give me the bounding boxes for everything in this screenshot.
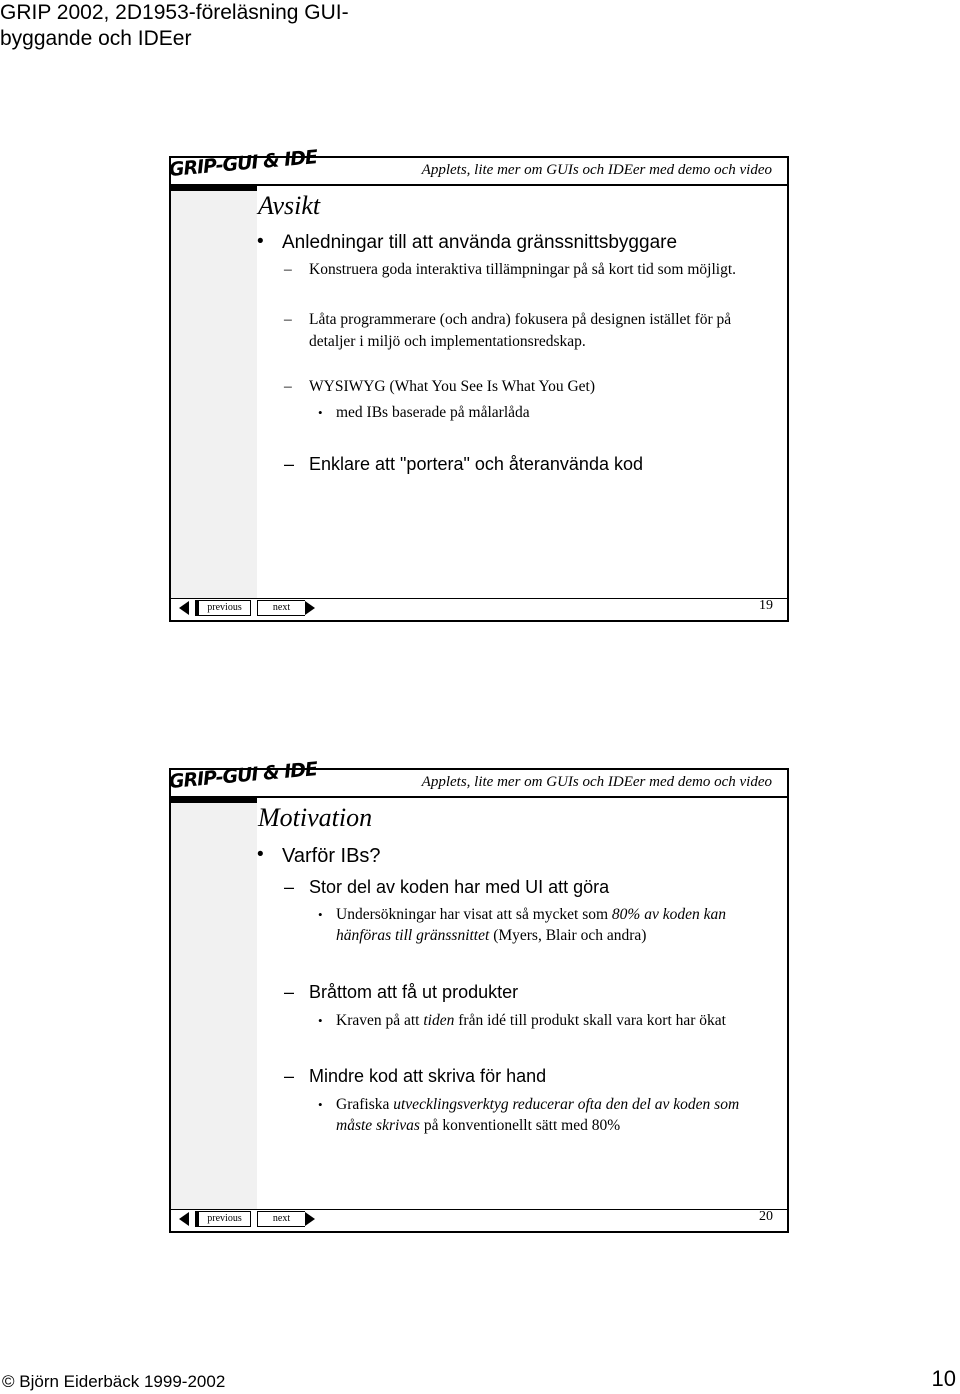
grip-logo: GRIP-GUI & IDE	[168, 758, 318, 793]
slide-19	[168, 146, 789, 622]
previous-button[interactable]: previous	[195, 1211, 251, 1227]
arrow-left-icon[interactable]	[179, 601, 189, 615]
logo-strip	[171, 796, 257, 803]
sub-sub-item: • Undersökningar har visat att så mycket som 80% av koden kan hänföras till gränssnittet (Myers, Blair och andra)	[318, 906, 726, 944]
dash-icon: –	[284, 454, 295, 474]
copyright-footer: © Björn Eiderbäck 1999-2002	[2, 1372, 226, 1391]
dash-icon: –	[284, 982, 295, 1002]
slide-side-shade	[171, 191, 257, 598]
bullet-dot-icon: •	[318, 1013, 323, 1028]
slide-subtitle: Applets, lite mer om GUIs och IDEer med demo och video	[421, 162, 772, 178]
bullet-dot-icon: •	[318, 405, 323, 420]
page-number: 20	[759, 1209, 773, 1224]
slide-side-shade	[171, 803, 257, 1209]
document-page-number: 10	[931, 1366, 956, 1391]
bullet-item: • Varför IBs?	[257, 844, 381, 867]
dash-icon: –	[284, 311, 292, 328]
slide-nav	[171, 598, 787, 620]
slide-title: Motivation	[258, 803, 373, 832]
sub-item: – WYSIWYG (What You See Is What You Get)	[284, 378, 596, 395]
sub-item: – Mindre kod att skriva för hand	[284, 1066, 547, 1086]
document-header	[0, 0, 420, 52]
sub-item: – Enklare att "portera" och återanvända kod	[284, 454, 643, 474]
header-line-1: GRIP 2002, 2D1953-föreläsning GUI-	[0, 1, 349, 24]
slide-nav	[171, 1209, 787, 1231]
sub-item: – Bråttom att få ut produkter	[284, 982, 519, 1002]
grip-logo: GRIP-GUI & IDE	[168, 146, 318, 181]
sub-sub-item: • Grafiska utvecklingsverktyg reducerar ofta den del av koden som måste skrivas på konventionellt sätt med 80%	[318, 1096, 740, 1134]
arrow-left-icon[interactable]	[179, 1212, 189, 1226]
dash-icon: –	[284, 877, 295, 897]
sub-item: – Stor del av koden har med UI att göra	[284, 877, 610, 897]
bullet-dot-icon: •	[257, 231, 264, 252]
dash-icon: –	[284, 1066, 295, 1086]
logo-strip	[171, 184, 257, 191]
header-rule	[257, 184, 787, 186]
sub-item: – Låta programmerare (och andra) fokusera på designen istället för på detaljer i miljö och implementationsredskap.	[284, 311, 732, 350]
sub-sub-item: • med IBs baserade på målarlåda	[318, 404, 530, 421]
bullet-item: • Anledningar till att använda gränssnittsbyggare	[257, 231, 678, 253]
bullet-dot-icon: •	[257, 844, 264, 865]
next-button[interactable]: next	[257, 1211, 305, 1227]
slide-20	[168, 758, 789, 1233]
page-number: 19	[759, 598, 773, 613]
slide-title: Avsikt	[258, 191, 321, 220]
sub-sub-item: • Kraven på att tiden från idé till produkt skall vara kort har ökat	[318, 1012, 726, 1029]
bullet-dot-icon: •	[318, 907, 323, 922]
header-line-2: byggande och IDEer	[0, 27, 192, 50]
dash-icon: –	[284, 378, 292, 395]
sub-item: – Konstruera goda interaktiva tillämpningar på så kort tid som möjligt.	[284, 261, 737, 278]
bullet-dot-icon: •	[318, 1097, 323, 1112]
previous-button[interactable]: previous	[195, 600, 251, 616]
dash-icon: –	[284, 261, 292, 278]
slide-subtitle: Applets, lite mer om GUIs och IDEer med demo och video	[421, 774, 772, 790]
header-rule	[257, 796, 787, 798]
next-button[interactable]: next	[257, 600, 305, 616]
arrow-right-icon[interactable]	[305, 1212, 315, 1226]
arrow-right-icon[interactable]	[305, 601, 315, 615]
